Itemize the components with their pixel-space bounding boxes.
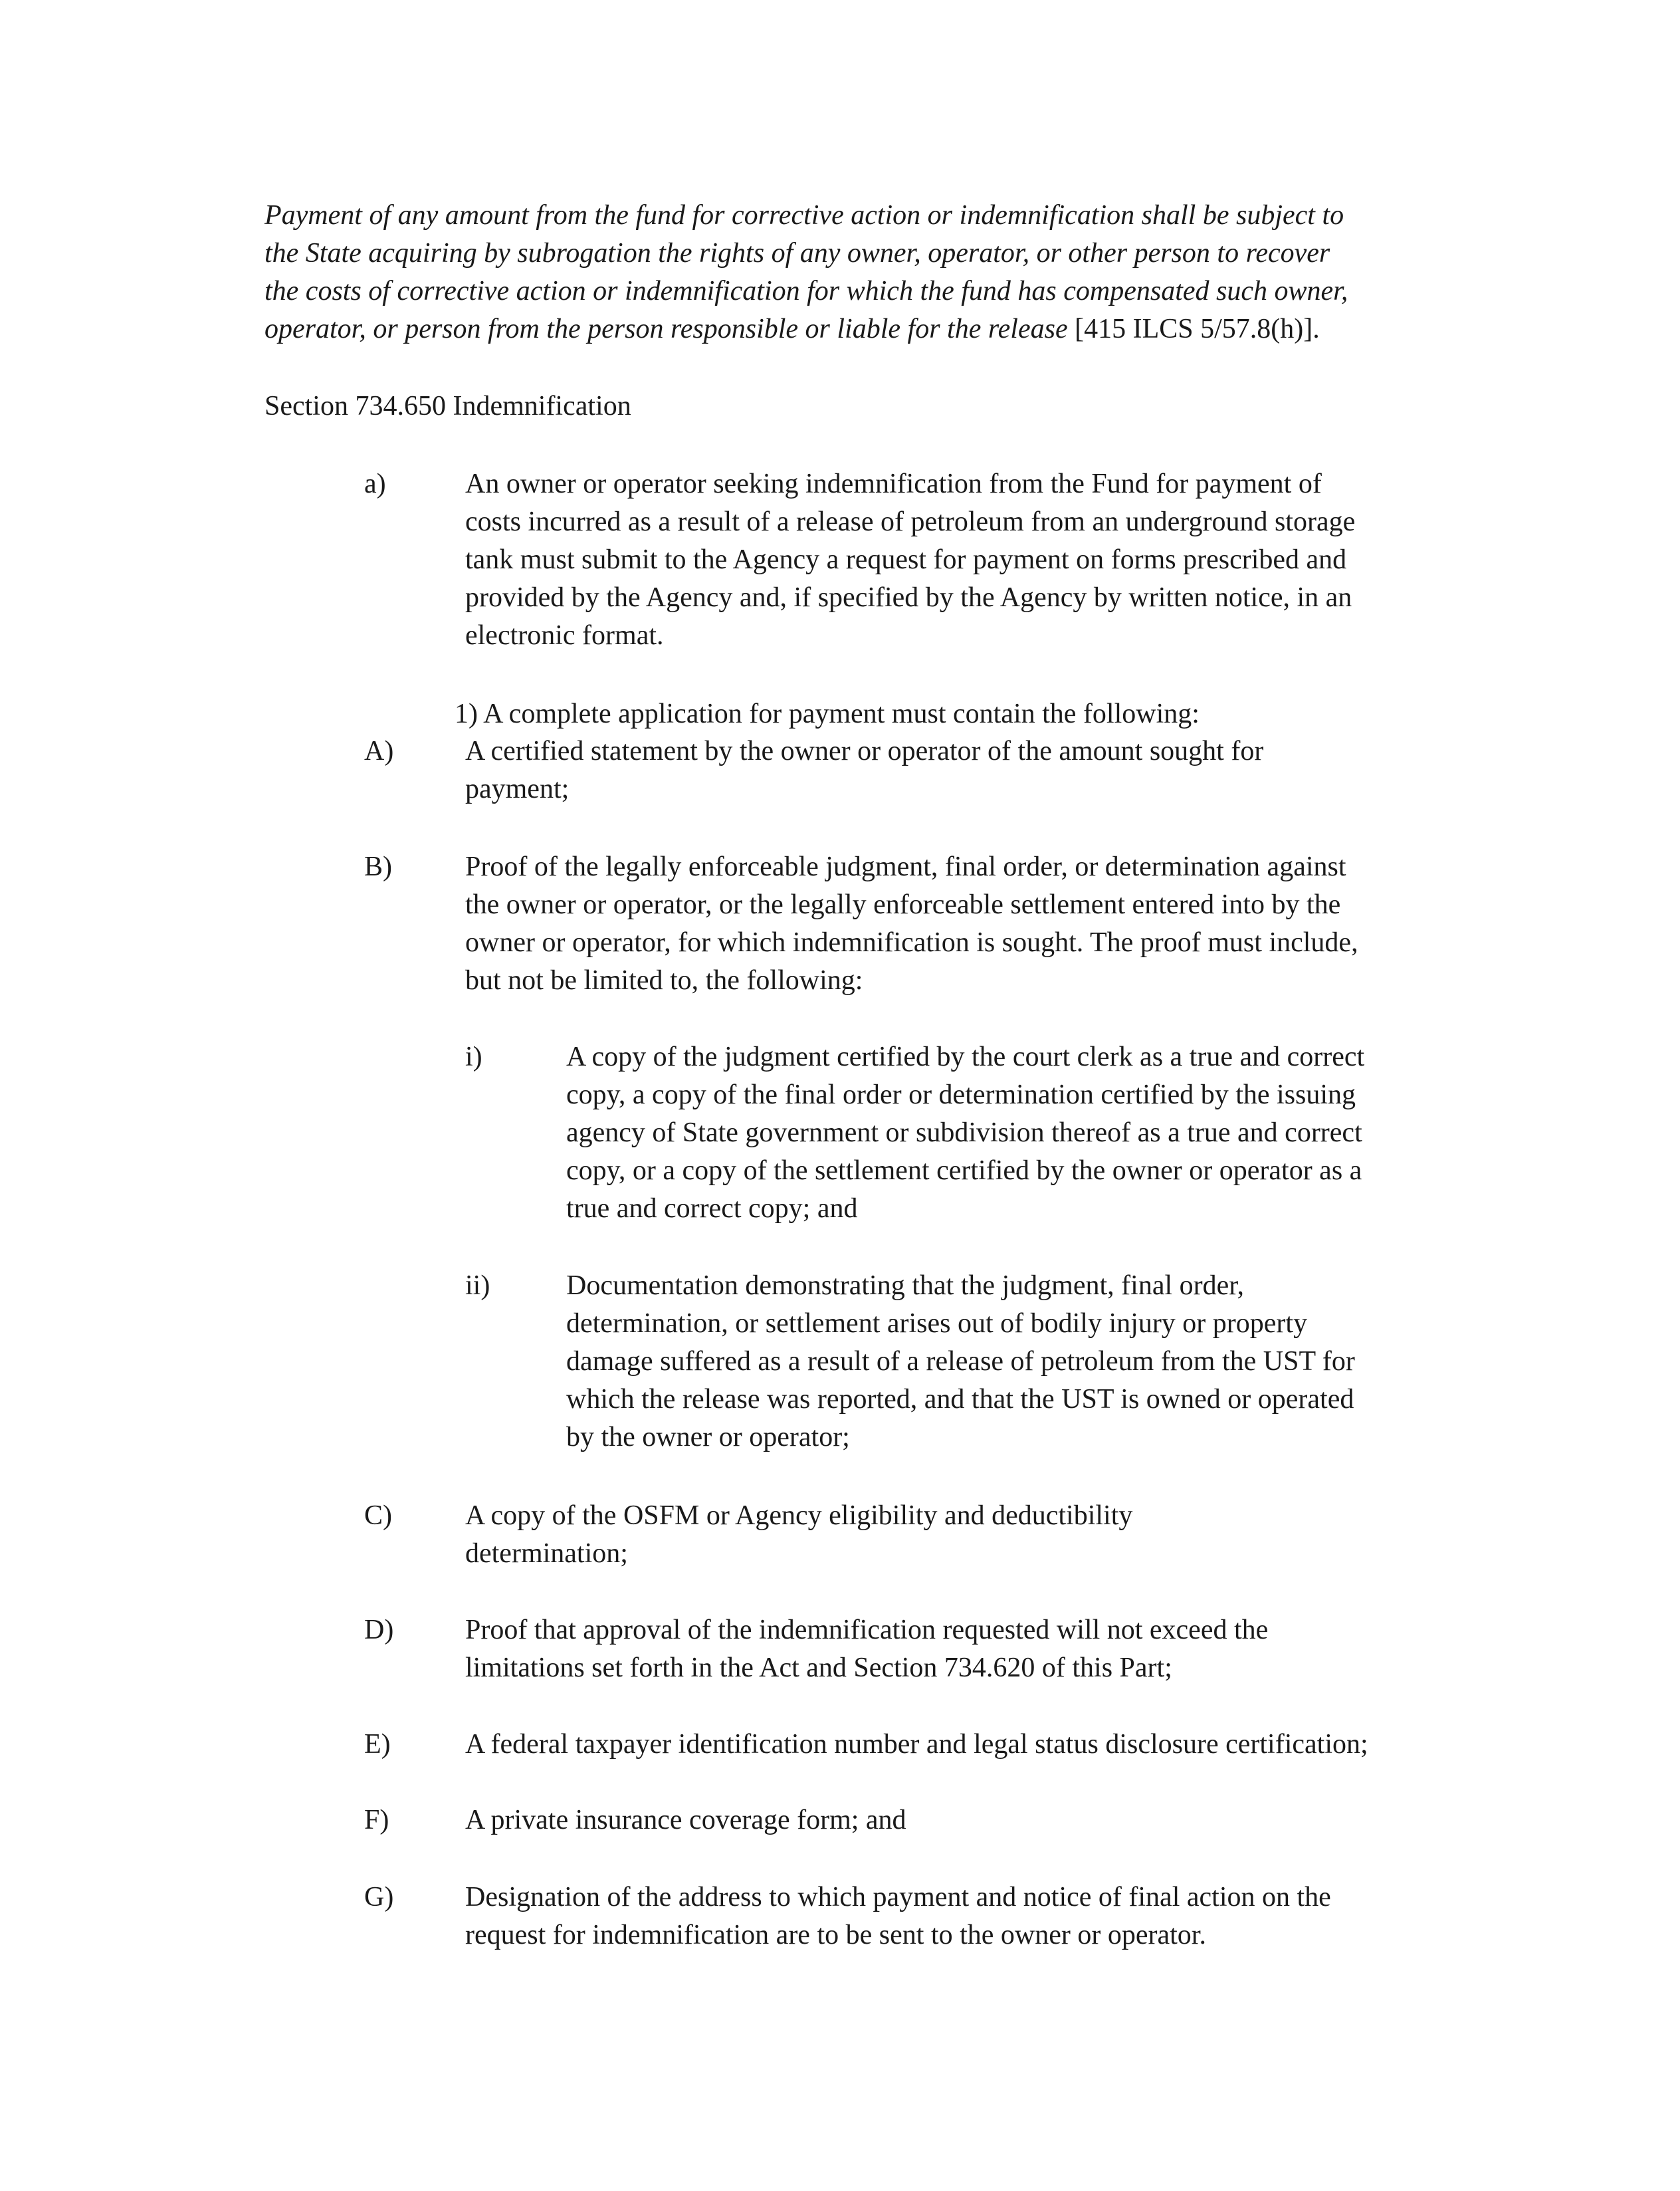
text-line: payment; [465,774,570,804]
text-line: by the owner or operator; [566,1422,850,1452]
intro-paragraph [264,197,1348,348]
text-line: copy, a copy of the final order or determination certified by the issuing [566,1080,1356,1110]
text-line: An owner or operator seeking indemnification from the Fund for payment of [465,469,1322,499]
text-line: determination; [465,1538,628,1569]
text-line: request for indemnification are to be sent to the owner or operator. [465,1920,1206,1950]
text-line: A copy of the judgment certified by the court clerk as a true and correct [566,1042,1365,1072]
text-line: tank must submit to the Agency a request for payment on forms prescribed and [465,544,1347,575]
item-E-text [465,1726,1368,1764]
section-heading: Section 734.650 Indemnification [264,391,631,421]
item-label-a: a) [364,469,386,499]
text-line: Proof of the legally enforceable judgment, final order, or determination against [465,852,1346,882]
text-line: the owner or operator, or the legally enforceable settlement entered into by the [465,889,1341,920]
text-line: Proof that approval of the indemnification requested will not exceed the [465,1615,1269,1645]
item-i-text [566,1038,1364,1228]
text-line: A certified statement by the owner or operator of the amount sought for [465,736,1264,766]
text-line: electronic format. [465,620,664,651]
subitem-1-text: 1) A complete application for payment must contain the following: [455,699,1200,729]
item-label-D: D) [364,1615,394,1645]
item-label-i: i) [465,1042,482,1072]
item-F-text [465,1801,906,1839]
text-line: limitations set forth in the Act and Section 734.620 of this Part; [465,1653,1172,1683]
item-B-text [465,848,1358,1000]
item-label-A: A) [364,736,394,766]
text-line: Documentation demonstrating that the judgment, final order, [566,1270,1245,1301]
intro-line: the costs of corrective action or indemnification for which the fund has compensated such owner, [264,276,1348,306]
text-line: owner or operator, for which indemnification is sought. The proof must include, [465,927,1358,958]
item-label-ii: ii) [465,1270,490,1301]
item-label-C: C) [364,1500,392,1531]
item-a-text [465,465,1355,655]
text-line: Designation of the address to which payment and notice of final action on the [465,1882,1331,1912]
text-line: copy, or a copy of the settlement certified by the owner or operator as a [566,1155,1362,1186]
item-label-E: E) [364,1729,391,1760]
text-line: but not be limited to, the following: [465,965,863,996]
item-D-text [465,1611,1268,1687]
text-line: damage suffered as a result of a release of petroleum from the UST for [566,1346,1355,1377]
text-line: which the release was reported, and that the UST is owned or operated [566,1384,1354,1415]
intro-line: the State acquiring by subrogation the rights of any owner, operator, or other person to recover [264,238,1330,269]
item-A-text [465,733,1263,808]
item-G-text [465,1879,1331,1954]
item-label-G: G) [364,1882,394,1912]
text-line: costs incurred as a result of a release of petroleum from an underground storage [465,507,1356,537]
item-C-text [465,1497,1132,1573]
text-line: A private insurance coverage form; and [465,1805,906,1835]
text-line: A federal taxpayer identification number and legal status disclosure certification; [465,1729,1368,1760]
text-line: A copy of the OSFM or Agency eligibility and deductibility [465,1500,1133,1531]
text-line: agency of State government or subdivision thereof as a true and correct [566,1117,1362,1148]
intro-line: Payment of any amount from the fund for corrective action or indemnification shall be subject to [264,200,1344,231]
intro-line: operator, or person from the person responsible or liable for the release [264,314,1068,344]
item-label-F: F) [364,1805,389,1835]
text-line: provided by the Agency and, if specified by the Agency by written notice, in an [465,582,1352,613]
text-line: determination, or settlement arises out of bodily injury or property [566,1308,1308,1339]
text-line: true and correct copy; and [566,1193,858,1224]
item-ii-text [566,1267,1355,1456]
statute-citation: [415 ILCS 5/57.8(h)]. [1075,314,1320,344]
item-label-B: B) [364,852,392,882]
